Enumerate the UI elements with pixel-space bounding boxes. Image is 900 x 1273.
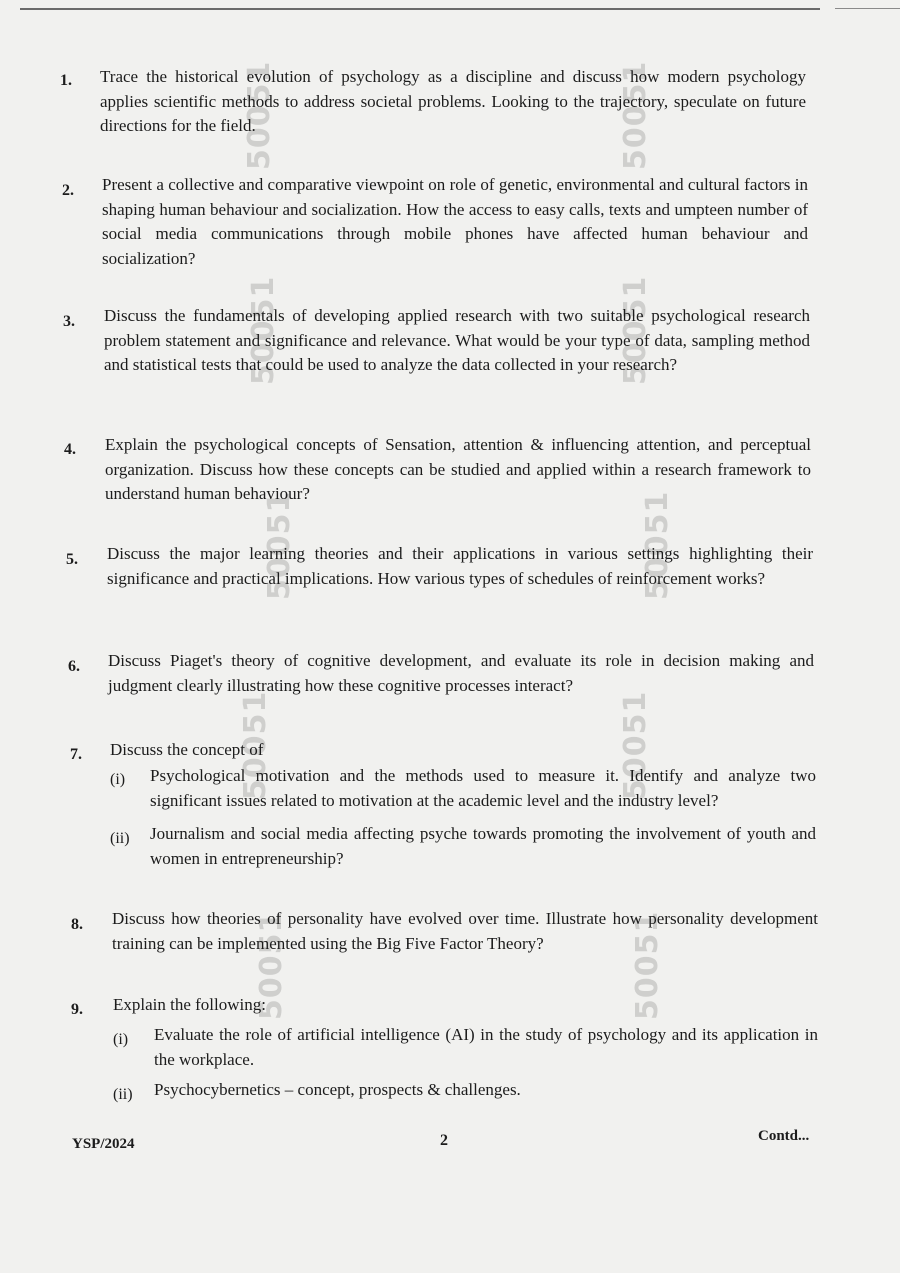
subpart-text: Psychocybernetics – concept, prospects & challenges. — [154, 1080, 521, 1099]
question-text: Discuss Piaget's theory of cognitive development, and evaluate its role in decision making and judgment clearly illustrating how these cognitive processes interact? — [108, 651, 814, 695]
subpart-label: (ii) — [113, 1086, 133, 1103]
question-text: Trace the historical evolution of psychology as a discipline and discuss how modern psychology applies scientific methods to address societal problems. Looking to the trajectory, speculate on future directions for the field. — [100, 67, 806, 135]
subpart-label: (i) — [113, 1031, 129, 1048]
question-number: 1. — [60, 72, 72, 89]
watermark: 50051 — [246, 275, 281, 385]
continued-label: Contd... — [758, 1128, 810, 1144]
question-text: Discuss the fundamentals of developing applied research with two suitable psychological research problem statement and significance and relevance. What would be your type of data, sampling method and statistical tests that could be used to analyze the data collected in your research? — [104, 306, 810, 374]
watermark: 50051 — [242, 60, 277, 170]
question-text: Discuss how theories of personality have evolved over time. Illustrate how personality development training can be implemented using the Big Five Factor Theory? — [112, 909, 818, 953]
question-number: 2. — [62, 182, 74, 199]
subpart-label: (ii) — [110, 830, 130, 847]
question-number: 8. — [71, 916, 83, 933]
page-number: 2 — [440, 1132, 448, 1149]
watermark: 50051 — [630, 910, 665, 1020]
question-number: 7. — [70, 746, 82, 763]
question-text: Explain the psychological concepts of Sensation, attention & influencing attention, and perceptual organization. Discuss how these concepts can be studied and applied within a research framework to understand human behaviour? — [105, 435, 811, 503]
watermark: 50051 — [618, 690, 653, 800]
subpart-text: Psychological motivation and the methods used to measure it. Identify and analyze two significant issues related to motivation at the academic level and the industry level? — [150, 766, 816, 810]
question-number: 9. — [71, 1001, 83, 1018]
watermark: 50051 — [618, 60, 653, 170]
watermark: 50051 — [254, 910, 289, 1020]
question-text: Present a collective and comparative viewpoint on role of genetic, environmental and cultural factors in shaping human behaviour and socialization. How the access to easy calls, texts and umpteen number of social media communications through mobile phones have affected human behaviour and socialization? — [102, 175, 808, 268]
question-number: 3. — [63, 313, 75, 330]
question-text: Explain the following: — [113, 995, 266, 1014]
watermark: 50051 — [238, 690, 273, 800]
watermark: 50051 — [262, 490, 297, 600]
subpart-label: (i) — [110, 771, 126, 788]
question-number: 6. — [68, 658, 80, 675]
subpart-text: Journalism and social media affecting psyche towards promoting the involvement of youth and women in entrepreneurship? — [150, 824, 816, 868]
subpart-text: Evaluate the role of artificial intelligence (AI) in the study of psychology and its application in the workplace. — [154, 1025, 818, 1069]
paper-code: YSP/2024 — [72, 1136, 135, 1152]
watermark: 50051 — [640, 490, 675, 600]
watermark: 50051 — [618, 275, 653, 385]
question-text: Discuss the concept of — [110, 740, 264, 759]
question-number: 5. — [66, 551, 78, 568]
question-text: Discuss the major learning theories and their applications in various settings highlighting their significance and practical implications. How various types of schedules of reinforcement works? — [107, 544, 813, 588]
question-number: 4. — [64, 441, 76, 458]
